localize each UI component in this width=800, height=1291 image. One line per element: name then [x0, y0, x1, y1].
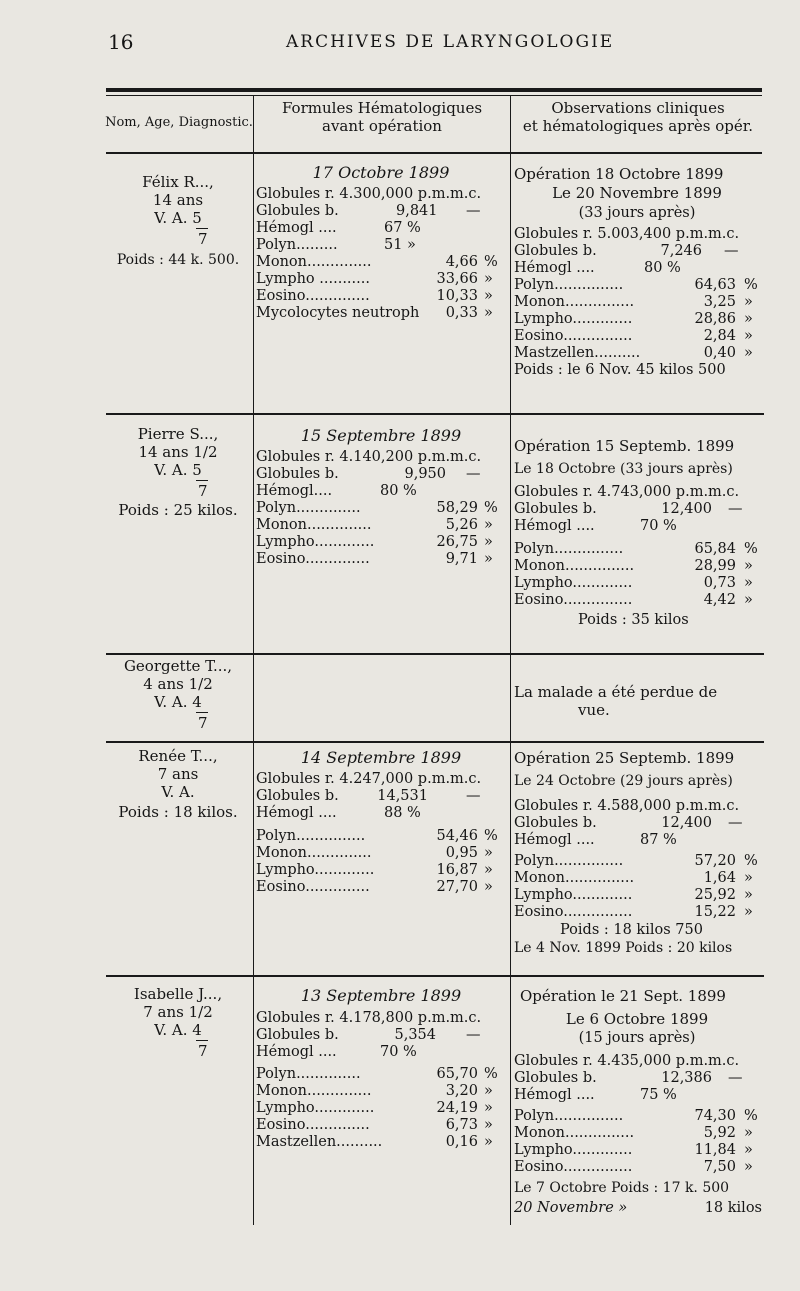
days-after: (15 jours après) [578, 1030, 696, 1046]
unit: » [484, 1100, 493, 1116]
value: 64,63 [694, 277, 736, 293]
white-globules-row [514, 1070, 764, 1086]
unit: % [744, 277, 758, 293]
value: 9,950 [404, 466, 446, 482]
value: 80 % [644, 260, 681, 276]
column-header-after-line1: Observations cliniques [551, 99, 725, 117]
red-globules: Globules r. 4.178,800 p.m.m.c. [256, 1010, 482, 1026]
patient-diagnosis: V. A. 4 [154, 693, 202, 711]
value: 1,64 [703, 870, 736, 886]
patient-diagnosis: V. A. [161, 783, 195, 801]
value: 58,29 [436, 500, 478, 516]
unit: % [484, 828, 498, 844]
hemoglobin-row [514, 260, 764, 276]
value: 11,84 [694, 1142, 736, 1158]
mastzellen-row [514, 345, 764, 361]
unit: — [724, 243, 739, 259]
patient-diagnosis: V. A. 4 [154, 1021, 202, 1039]
label: Eosino.............. [256, 1117, 370, 1133]
red-globules: Globules r. 4.588,000 p.m.m.c. [514, 798, 740, 814]
value: 3,25 [703, 294, 736, 310]
label: Lympho ........... [256, 271, 370, 287]
label: Polyn.............. [256, 1066, 361, 1082]
unit: » [744, 311, 753, 327]
white-globules-row [514, 501, 764, 517]
label: Monon............... [514, 1125, 635, 1141]
white-globules-row [256, 788, 508, 804]
column-header-before-line2: avant opération [322, 117, 442, 135]
value: 80 % [380, 483, 417, 499]
label: Mycolocytes neutroph [256, 305, 420, 321]
col-divider-1 [253, 95, 254, 1225]
hemoglobin-row [256, 220, 508, 236]
value: 7,246 [660, 243, 702, 259]
label: Polyn............... [256, 828, 366, 844]
label: Hémogl .... [514, 1087, 595, 1103]
unit: — [728, 501, 743, 517]
label: Hémogl .... [514, 518, 595, 534]
fraction-bar [196, 712, 208, 713]
label: Hémogl .... [256, 220, 337, 236]
unit: » [484, 305, 493, 321]
eosino-row [514, 904, 764, 920]
patient-weight: Poids : 25 kilos. [118, 501, 238, 519]
value: 70 % [380, 1044, 417, 1060]
label: Polyn............... [514, 853, 624, 869]
exam-date: 14 Septembre 1899 [300, 748, 462, 767]
polyn-row [256, 237, 508, 253]
row-rule-2 [106, 653, 764, 655]
value: 0,16 [445, 1134, 478, 1150]
hemoglobin-row [256, 1044, 508, 1060]
operation-date: Opération 15 Septemb. 1899 [514, 437, 735, 455]
label: Lympho............. [256, 534, 375, 550]
value: 15,22 [694, 904, 736, 920]
patient-name: Georgette T..., [123, 657, 233, 675]
patient-age: 7 ans 1/2 [143, 1003, 213, 1021]
unit: » [484, 551, 493, 567]
label: Polyn.............. [256, 500, 361, 516]
label: Polyn............... [514, 277, 624, 293]
label: Monon............... [514, 294, 635, 310]
unit: » [744, 558, 753, 574]
patient-diagnosis: V. A. 5 [154, 461, 202, 479]
unit: % [744, 853, 758, 869]
fraction-denominator: 7 [198, 1042, 208, 1060]
unit: — [466, 1027, 481, 1043]
unit: » [744, 1125, 753, 1141]
value: 6,73 [445, 1117, 478, 1133]
red-globules: Globules r. 4.743,000 p.m.m.c. [514, 484, 740, 500]
value: 5,354 [394, 1027, 436, 1043]
unit: » [484, 845, 493, 861]
value: 16,87 [436, 862, 478, 878]
mycolocytes-row [256, 305, 508, 321]
unit: % [744, 1108, 758, 1124]
eosino-row [256, 879, 508, 895]
unit: » [484, 879, 493, 895]
patient-name: Renée T..., [138, 747, 218, 765]
unit: » [744, 870, 753, 886]
label: Monon.............. [256, 517, 372, 533]
label: Lympho............. [514, 1142, 633, 1158]
label: 20 Novembre » [514, 1200, 628, 1216]
column-header-before-line1: Formules Hématologiques [281, 99, 483, 117]
col-divider-2 [510, 95, 511, 1225]
weight-after: Le 7 Octobre Poids : 17 k. 500 [514, 1180, 730, 1196]
exam-date: 13 Septembre 1899 [300, 986, 462, 1005]
label: Globules b. [256, 203, 339, 219]
label: Monon.............. [256, 1083, 372, 1099]
white-globules-row [514, 243, 764, 259]
lympho-row [256, 862, 508, 878]
unit: — [728, 815, 743, 831]
followup-date: Le 6 Octobre 1899 [565, 1010, 709, 1028]
monon-row [256, 254, 508, 270]
unit: — [728, 1070, 743, 1086]
value: 0,33 [445, 305, 478, 321]
label: Globules b. [256, 1027, 339, 1043]
unit: — [466, 203, 481, 219]
value: 75 % [640, 1087, 677, 1103]
label: Lympho............. [256, 1100, 375, 1116]
table-top-rule [106, 88, 762, 92]
unit: » [744, 904, 753, 920]
label: Globules b. [256, 788, 339, 804]
unit: » [744, 328, 753, 344]
operation-date: Opération le 21 Sept. 1899 [520, 987, 726, 1005]
days-after: (33 jours après) [578, 205, 696, 221]
value: 54,46 [436, 828, 478, 844]
polyn-row [256, 1066, 508, 1082]
lympho-row [256, 271, 508, 287]
monon-row [256, 517, 508, 533]
label: Lympho............. [514, 311, 633, 327]
lympho-row [256, 1100, 508, 1116]
patient-weight: Poids : 44 k. 500. [116, 252, 240, 268]
white-globules-row [256, 466, 508, 482]
hemoglobin-row [514, 518, 764, 534]
weight-after: Poids : 18 kilos 750 [560, 922, 703, 938]
lympho-row [514, 575, 764, 591]
label: Monon.............. [256, 845, 372, 861]
weight-after: Poids : le 6 Nov. 45 kilos 500 [514, 362, 726, 378]
unit: » [484, 517, 493, 533]
label: Lympho............. [514, 575, 633, 591]
unit: » [484, 271, 493, 287]
patient-name: Isabelle J..., [133, 985, 223, 1003]
value: 0,40 [703, 345, 736, 361]
value: 4,42 [703, 592, 736, 608]
column-header-after-line2: et hématologiques après opér. [522, 117, 754, 135]
unit: % [484, 1066, 498, 1082]
label: Globules b. [256, 466, 339, 482]
label: Monon............... [514, 558, 635, 574]
value: 70 % [640, 518, 677, 534]
label: Eosino.............. [256, 288, 370, 304]
unit: » [744, 592, 753, 608]
unit: » [744, 345, 753, 361]
label: Monon............... [514, 870, 635, 886]
unit: — [466, 788, 481, 804]
value: 9,71 [445, 551, 478, 567]
unit: » [484, 1117, 493, 1133]
running-title: ARCHIVES DE LARYNGOLOGIE [286, 32, 615, 52]
eosino-row [256, 551, 508, 567]
red-globules: Globules r. 4.247,000 p.m.m.c. [256, 771, 482, 787]
eosino-row [256, 1117, 508, 1133]
row-rule-4 [106, 975, 764, 977]
value: 12,386 [661, 1070, 712, 1086]
polyn-row [256, 500, 508, 516]
value: 57,20 [694, 853, 736, 869]
value: 26,75 [436, 534, 478, 550]
label: Eosino.............. [256, 551, 370, 567]
followup-date: Le 18 Octobre (33 jours après) [514, 461, 733, 477]
fraction-bar [196, 228, 208, 229]
label: Polyn......... [256, 237, 338, 253]
unit: — [466, 466, 481, 482]
value: 3,20 [445, 1083, 478, 1099]
monon-row [256, 1083, 508, 1099]
column-header-patient: Nom, Age, Diagnostic. [105, 115, 253, 130]
label: Lympho............. [256, 862, 375, 878]
label: Mastzellen.......... [514, 345, 641, 361]
patient-diagnosis: V. A. 5 [154, 209, 202, 227]
patient-weight: Poids : 18 kilos. [118, 803, 238, 821]
label: Mastzellen.......... [256, 1134, 383, 1150]
white-globules-row [256, 1027, 508, 1043]
label: Eosino............... [514, 592, 633, 608]
unit: » [744, 294, 753, 310]
patient-age: 7 ans [157, 765, 199, 783]
eosino-row [514, 1159, 764, 1175]
value: 25,92 [694, 887, 736, 903]
patient-age: 4 ans 1/2 [143, 675, 213, 693]
followup-date: Le 20 Novembre 1899 [552, 184, 722, 202]
value: 18 kilos [704, 1200, 762, 1216]
label: Eosino............... [514, 904, 633, 920]
fraction-bar [196, 1040, 208, 1041]
fraction-denominator: 7 [198, 230, 208, 248]
red-globules: Globules r. 4.300,000 p.m.m.c. [256, 186, 482, 202]
label: Eosino.............. [256, 879, 370, 895]
operation-date: Opération 18 Octobre 1899 [514, 165, 724, 183]
label: Globules b. [514, 815, 597, 831]
row-rule-1 [106, 413, 764, 415]
label: Hémogl.... [256, 483, 333, 499]
unit: » [744, 575, 753, 591]
value: 33,66 [436, 271, 478, 287]
polyn-row [514, 1108, 764, 1124]
header-bottom-rule [106, 152, 762, 154]
unit: % [484, 254, 498, 270]
patient-name: Félix R..., [142, 173, 214, 191]
value: 2,84 [703, 328, 736, 344]
lympho-row [514, 311, 764, 327]
exam-date: 17 Octobre 1899 [312, 163, 450, 182]
row-rule-3 [106, 741, 764, 743]
fraction-bar [196, 480, 208, 481]
monon-row [256, 845, 508, 861]
label: Hémogl .... [514, 832, 595, 848]
monon-row [514, 294, 764, 310]
value: 88 % [384, 805, 421, 821]
unit: % [484, 500, 498, 516]
unit: » [484, 288, 493, 304]
value: 9,841 [396, 203, 438, 219]
value: 27,70 [436, 879, 478, 895]
white-globules-row [256, 203, 508, 219]
label: Hémogl .... [256, 805, 337, 821]
hemoglobin-row [256, 483, 508, 499]
followup-date: Le 24 Octobre (29 jours après) [514, 773, 733, 789]
weight-later-row [514, 1200, 764, 1216]
label: Polyn............... [514, 541, 624, 557]
value: 74,30 [694, 1108, 736, 1124]
red-globules: Globules r. 4.140,200 p.m.m.c. [256, 449, 482, 465]
unit: » [744, 1142, 753, 1158]
value: 0,73 [703, 575, 736, 591]
value: 65,70 [436, 1066, 478, 1082]
table-top-rule-thin [106, 95, 762, 96]
polyn-row [514, 541, 764, 557]
label: Monon.............. [256, 254, 372, 270]
monon-row [514, 1125, 764, 1141]
value: 12,400 [661, 815, 712, 831]
value: 7,50 [703, 1159, 736, 1175]
page-number: 16 [108, 30, 134, 54]
polyn-row [256, 828, 508, 844]
weight-after: Poids : 35 kilos [578, 612, 689, 628]
lympho-row [514, 887, 764, 903]
unit: » [484, 534, 493, 550]
unit: » [744, 1159, 753, 1175]
unit: % [744, 541, 758, 557]
value: 0,95 [445, 845, 478, 861]
polyn-row [514, 277, 764, 293]
unit: » [744, 887, 753, 903]
value: 28,99 [694, 558, 736, 574]
unit: » [484, 1134, 493, 1150]
exam-date: 15 Septembre 1899 [300, 426, 462, 445]
label: Globules b. [514, 1070, 597, 1086]
label: Eosino............... [514, 328, 633, 344]
value: 28,86 [694, 311, 736, 327]
hemoglobin-row [514, 832, 764, 848]
red-globules: Globules r. 4.435,000 p.m.m.c. [514, 1053, 740, 1069]
monon-row [514, 870, 764, 886]
mastzellen-row [256, 1134, 508, 1150]
eosino-row [256, 288, 508, 304]
label: Eosino............... [514, 1159, 633, 1175]
lympho-row [256, 534, 508, 550]
unit: » [484, 1083, 493, 1099]
eosino-row [514, 328, 764, 344]
label: Hémogl .... [514, 260, 595, 276]
red-globules: Globules r. 5.003,400 p.m.m.c. [514, 226, 740, 242]
fraction-denominator: 7 [198, 714, 208, 732]
operation-date: Opération 25 Septemb. 1899 [514, 749, 735, 767]
value: 5,26 [445, 517, 478, 533]
patient-age: 14 ans 1/2 [138, 443, 218, 461]
fraction-denominator: 7 [198, 482, 208, 500]
label: Hémogl .... [256, 1044, 337, 1060]
hemoglobin-row [256, 805, 508, 821]
white-globules-row [514, 815, 764, 831]
value: 51 » [384, 237, 416, 253]
label: Globules b. [514, 501, 597, 517]
label: Lympho............. [514, 887, 633, 903]
value: 65,84 [694, 541, 736, 557]
lympho-row [514, 1142, 764, 1158]
value: 24,19 [436, 1100, 478, 1116]
lost-note-line1: La malade a été perdue de [514, 683, 718, 701]
lost-note-line2: vue. [578, 701, 610, 719]
label: Polyn............... [514, 1108, 624, 1124]
value: 5,92 [703, 1125, 736, 1141]
patient-age: 14 ans [152, 191, 204, 209]
value: 10,33 [436, 288, 478, 304]
patient-name: Pierre S..., [137, 425, 219, 443]
value: 4,66 [445, 254, 478, 270]
value: 14,531 [377, 788, 428, 804]
value: 87 % [640, 832, 677, 848]
polyn-row [514, 853, 764, 869]
hemoglobin-row [514, 1087, 764, 1103]
label: Globules b. [514, 243, 597, 259]
monon-row [514, 558, 764, 574]
value: 12,400 [661, 501, 712, 517]
weight-later: Le 4 Nov. 1899 Poids : 20 kilos [514, 940, 733, 956]
value: 67 % [384, 220, 421, 236]
eosino-row [514, 592, 764, 608]
unit: » [484, 862, 493, 878]
